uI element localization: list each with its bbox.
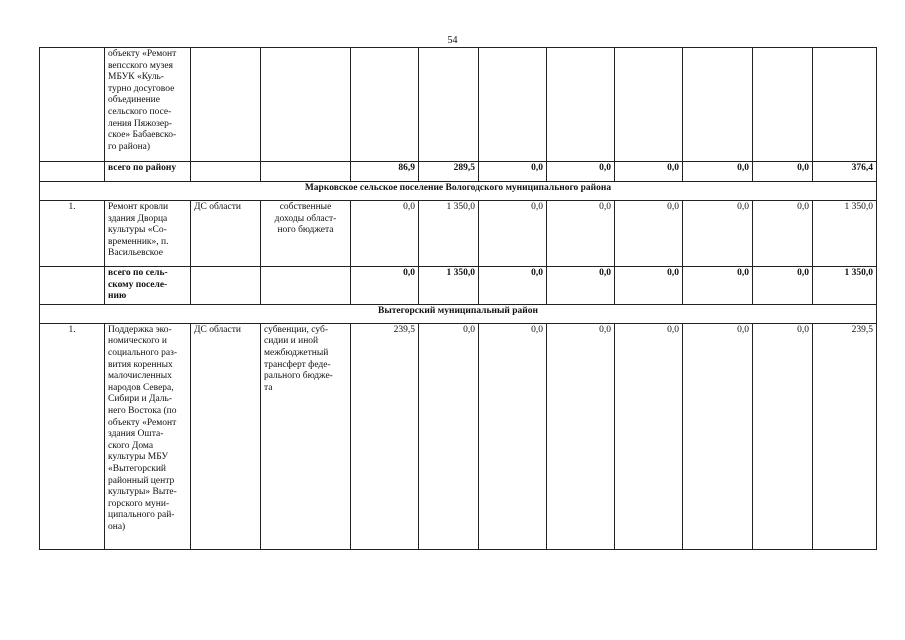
value-cell: 1 350,0: [813, 267, 877, 305]
row-source: собственные доходы област- ного бюджета: [261, 201, 351, 267]
row-number: 1.: [40, 201, 105, 267]
row-executor: ДС области: [191, 201, 261, 267]
value-cell: 289,5: [419, 162, 479, 182]
value-cell: 0,0: [753, 323, 813, 549]
value-cell: [683, 48, 753, 162]
section-row: [40, 304, 877, 323]
row-name: объекту «Ремонт вепсского музея МБУК «Куль- турно досуговое объединение сельского посе- ления Пяжозер- ское» Бабаевско- го района): [105, 48, 191, 162]
table-row: [40, 48, 877, 162]
value-cell: 0,0: [683, 323, 753, 549]
budget-table: [39, 47, 877, 550]
value-cell: 239,5: [813, 323, 877, 549]
value-cell: 0,0: [479, 201, 547, 267]
row-executor: [191, 162, 261, 182]
value-cell: 0,0: [753, 201, 813, 267]
row-number: [40, 267, 105, 305]
value-cell: 0,0: [753, 162, 813, 182]
row-executor: [191, 267, 261, 305]
value-cell: 0,0: [547, 201, 615, 267]
value-cell: 0,0: [683, 267, 753, 305]
value-cell: [419, 48, 479, 162]
row-number: [40, 48, 105, 162]
total-row: [40, 162, 877, 182]
total-row: [40, 267, 877, 305]
value-cell: 0,0: [351, 201, 419, 267]
value-cell: [615, 48, 683, 162]
row-number: 1.: [40, 323, 105, 549]
value-cell: 0,0: [753, 267, 813, 305]
value-cell: 0,0: [547, 323, 615, 549]
value-cell: 0,0: [351, 267, 419, 305]
row-executor: [191, 48, 261, 162]
value-cell: 0,0: [615, 267, 683, 305]
value-cell: 86,9: [351, 162, 419, 182]
row-name: Ремонт кровли здания Дворца культуры «Со- временник», п. Васильевское: [105, 201, 191, 267]
section-title: Марковское сельское поселение Вологодского муниципального района: [40, 182, 877, 201]
value-cell: 0,0: [683, 162, 753, 182]
value-cell: 0,0: [683, 201, 753, 267]
value-cell: 0,0: [479, 162, 547, 182]
row-source: субвенции, суб- сидии и иной межбюджетный трансферт феде- рального бюдже- та: [261, 323, 351, 549]
value-cell: 0,0: [615, 162, 683, 182]
row-executor: ДС области: [191, 323, 261, 549]
table-row: [40, 323, 877, 549]
value-cell: [351, 48, 419, 162]
row-number: [40, 162, 105, 182]
row-source: [261, 267, 351, 305]
value-cell: [479, 48, 547, 162]
value-cell: 0,0: [547, 267, 615, 305]
value-cell: 0,0: [547, 162, 615, 182]
value-cell: 376,4: [813, 162, 877, 182]
row-name: Поддержка эко- номического и социального раз- вития коренных малочисленных народов Севера, Сибири и Даль- него Востока (по объекту «Ремонт здания Ошта- ского Дома культуры МБУ «Вытегорский районный центр культуры» Выте- горского муни- ципального рай- она): [105, 323, 191, 549]
row-source: [261, 162, 351, 182]
value-cell: 239,5: [351, 323, 419, 549]
value-cell: 0,0: [615, 323, 683, 549]
section-row: [40, 182, 877, 201]
value-cell: 0,0: [479, 323, 547, 549]
value-cell: [813, 48, 877, 162]
row-source: [261, 48, 351, 162]
row-name: всего по сель- скому поселе- нию: [105, 267, 191, 305]
value-cell: 1 350,0: [813, 201, 877, 267]
section-title: Вытегорский муниципальный район: [40, 304, 877, 323]
value-cell: 0,0: [615, 201, 683, 267]
table-row: [40, 201, 877, 267]
page-number: 54: [447, 35, 458, 46]
value-cell: 0,0: [479, 267, 547, 305]
value-cell: [753, 48, 813, 162]
row-name: всего по району: [105, 162, 191, 182]
value-cell: 1 350,0: [419, 201, 479, 267]
value-cell: [547, 48, 615, 162]
value-cell: 0,0: [419, 323, 479, 549]
value-cell: 1 350,0: [419, 267, 479, 305]
